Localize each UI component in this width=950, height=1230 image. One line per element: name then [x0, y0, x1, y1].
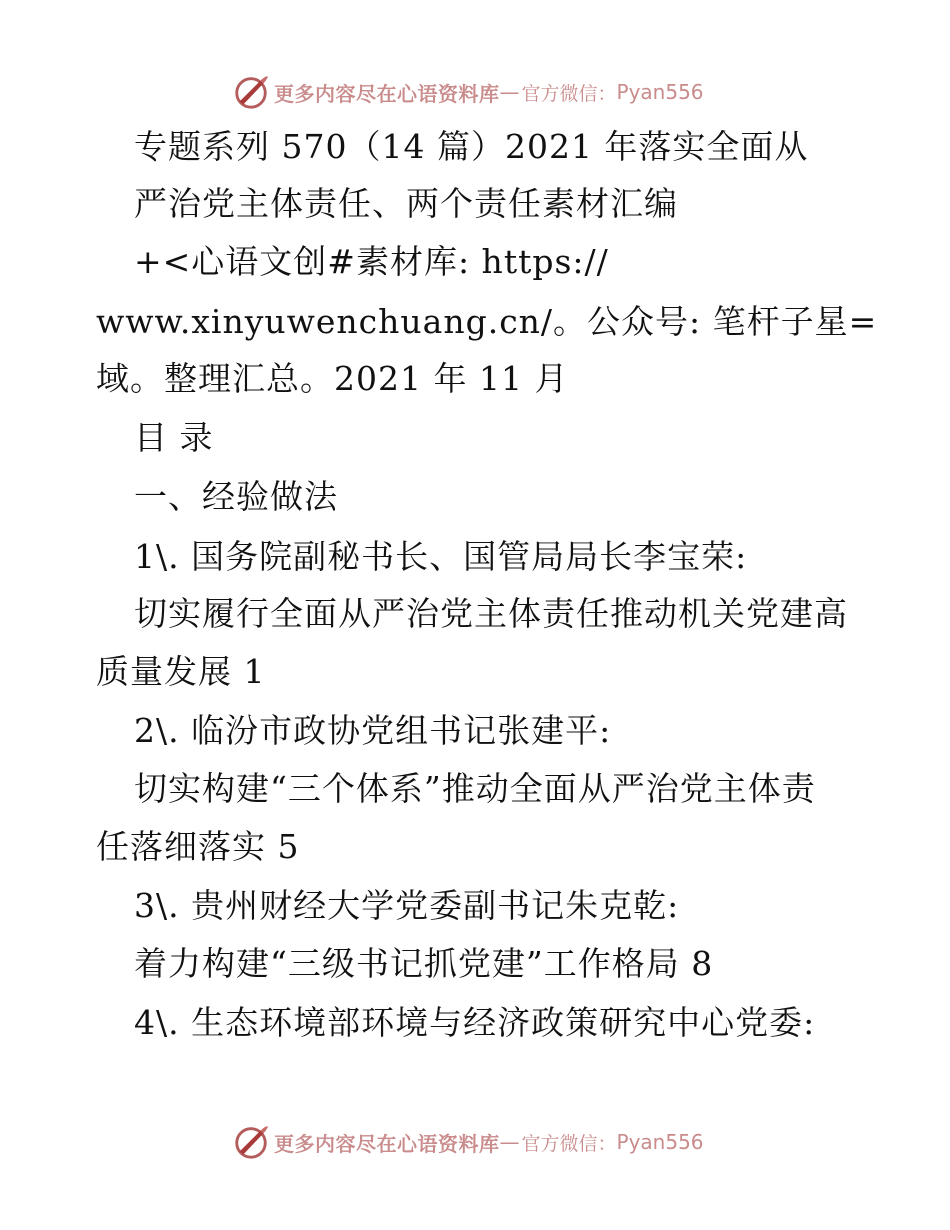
- section-heading: 一、经验做法: [134, 477, 338, 516]
- toc-entry-4-number: 4\. 生态环境部环境与经济政策研究中心党委:: [134, 1003, 816, 1042]
- watermark-separator: —: [499, 80, 520, 104]
- toc-entry-2-title-line-1: 切实构建“三个体系”推动全面从严治党主体责: [134, 769, 816, 808]
- doc-source-line-1: +<心语文创#素材库: https://: [134, 242, 609, 281]
- toc-entry-2-number: 2\. 临汾市政协党组书记张建平:: [134, 711, 612, 750]
- watermark-wechat-id: Pyan556: [616, 80, 704, 104]
- toc-entry-1-title-line-2: 质量发展 1: [96, 652, 266, 691]
- watermark-banner-bottom: [232, 1122, 704, 1162]
- watermark-main-text: 更多内容尽在心语资料库: [274, 81, 500, 106]
- doc-source-line-2: www.xinyuwenchuang.cn/。公众号: 笔杆子星=: [96, 302, 878, 341]
- watermark-separator: —: [499, 1130, 520, 1154]
- doc-title-line-1: 专题系列 570（14 篇）2021 年落实全面从: [134, 127, 809, 166]
- watermark-wechat-id: Pyan556: [616, 1130, 704, 1154]
- doc-source-line-3: 域。整理汇总。2021 年 11 月: [96, 359, 569, 398]
- toc-entry-1-number: 1\. 国务院副秘书长、国管局局长李宝荣:: [134, 537, 748, 576]
- quill-logo-icon: [232, 1123, 270, 1161]
- toc-heading: 目 录: [134, 418, 214, 457]
- watermark-main-text: 更多内容尽在心语资料库: [274, 1131, 500, 1156]
- watermark-banner-top: [232, 72, 704, 112]
- watermark-wechat-label: 官方微信：: [521, 1132, 617, 1155]
- toc-entry-1-title-line-1: 切实履行全面从严治党主体责任推动机关党建高: [134, 594, 848, 633]
- toc-entry-3-title-line-1: 着力构建“三级书记抓党建”工作格局 8: [134, 944, 714, 983]
- toc-entry-2-title-line-2: 任落细落实 5: [96, 827, 300, 866]
- toc-entry-3-number: 3\. 贵州财经大学党委副书记朱克乾:: [134, 886, 680, 925]
- watermark-wechat-label: 官方微信：: [521, 82, 617, 105]
- quill-logo-icon: [232, 73, 270, 111]
- doc-title-line-2: 严治党主体责任、两个责任素材汇编: [134, 184, 678, 223]
